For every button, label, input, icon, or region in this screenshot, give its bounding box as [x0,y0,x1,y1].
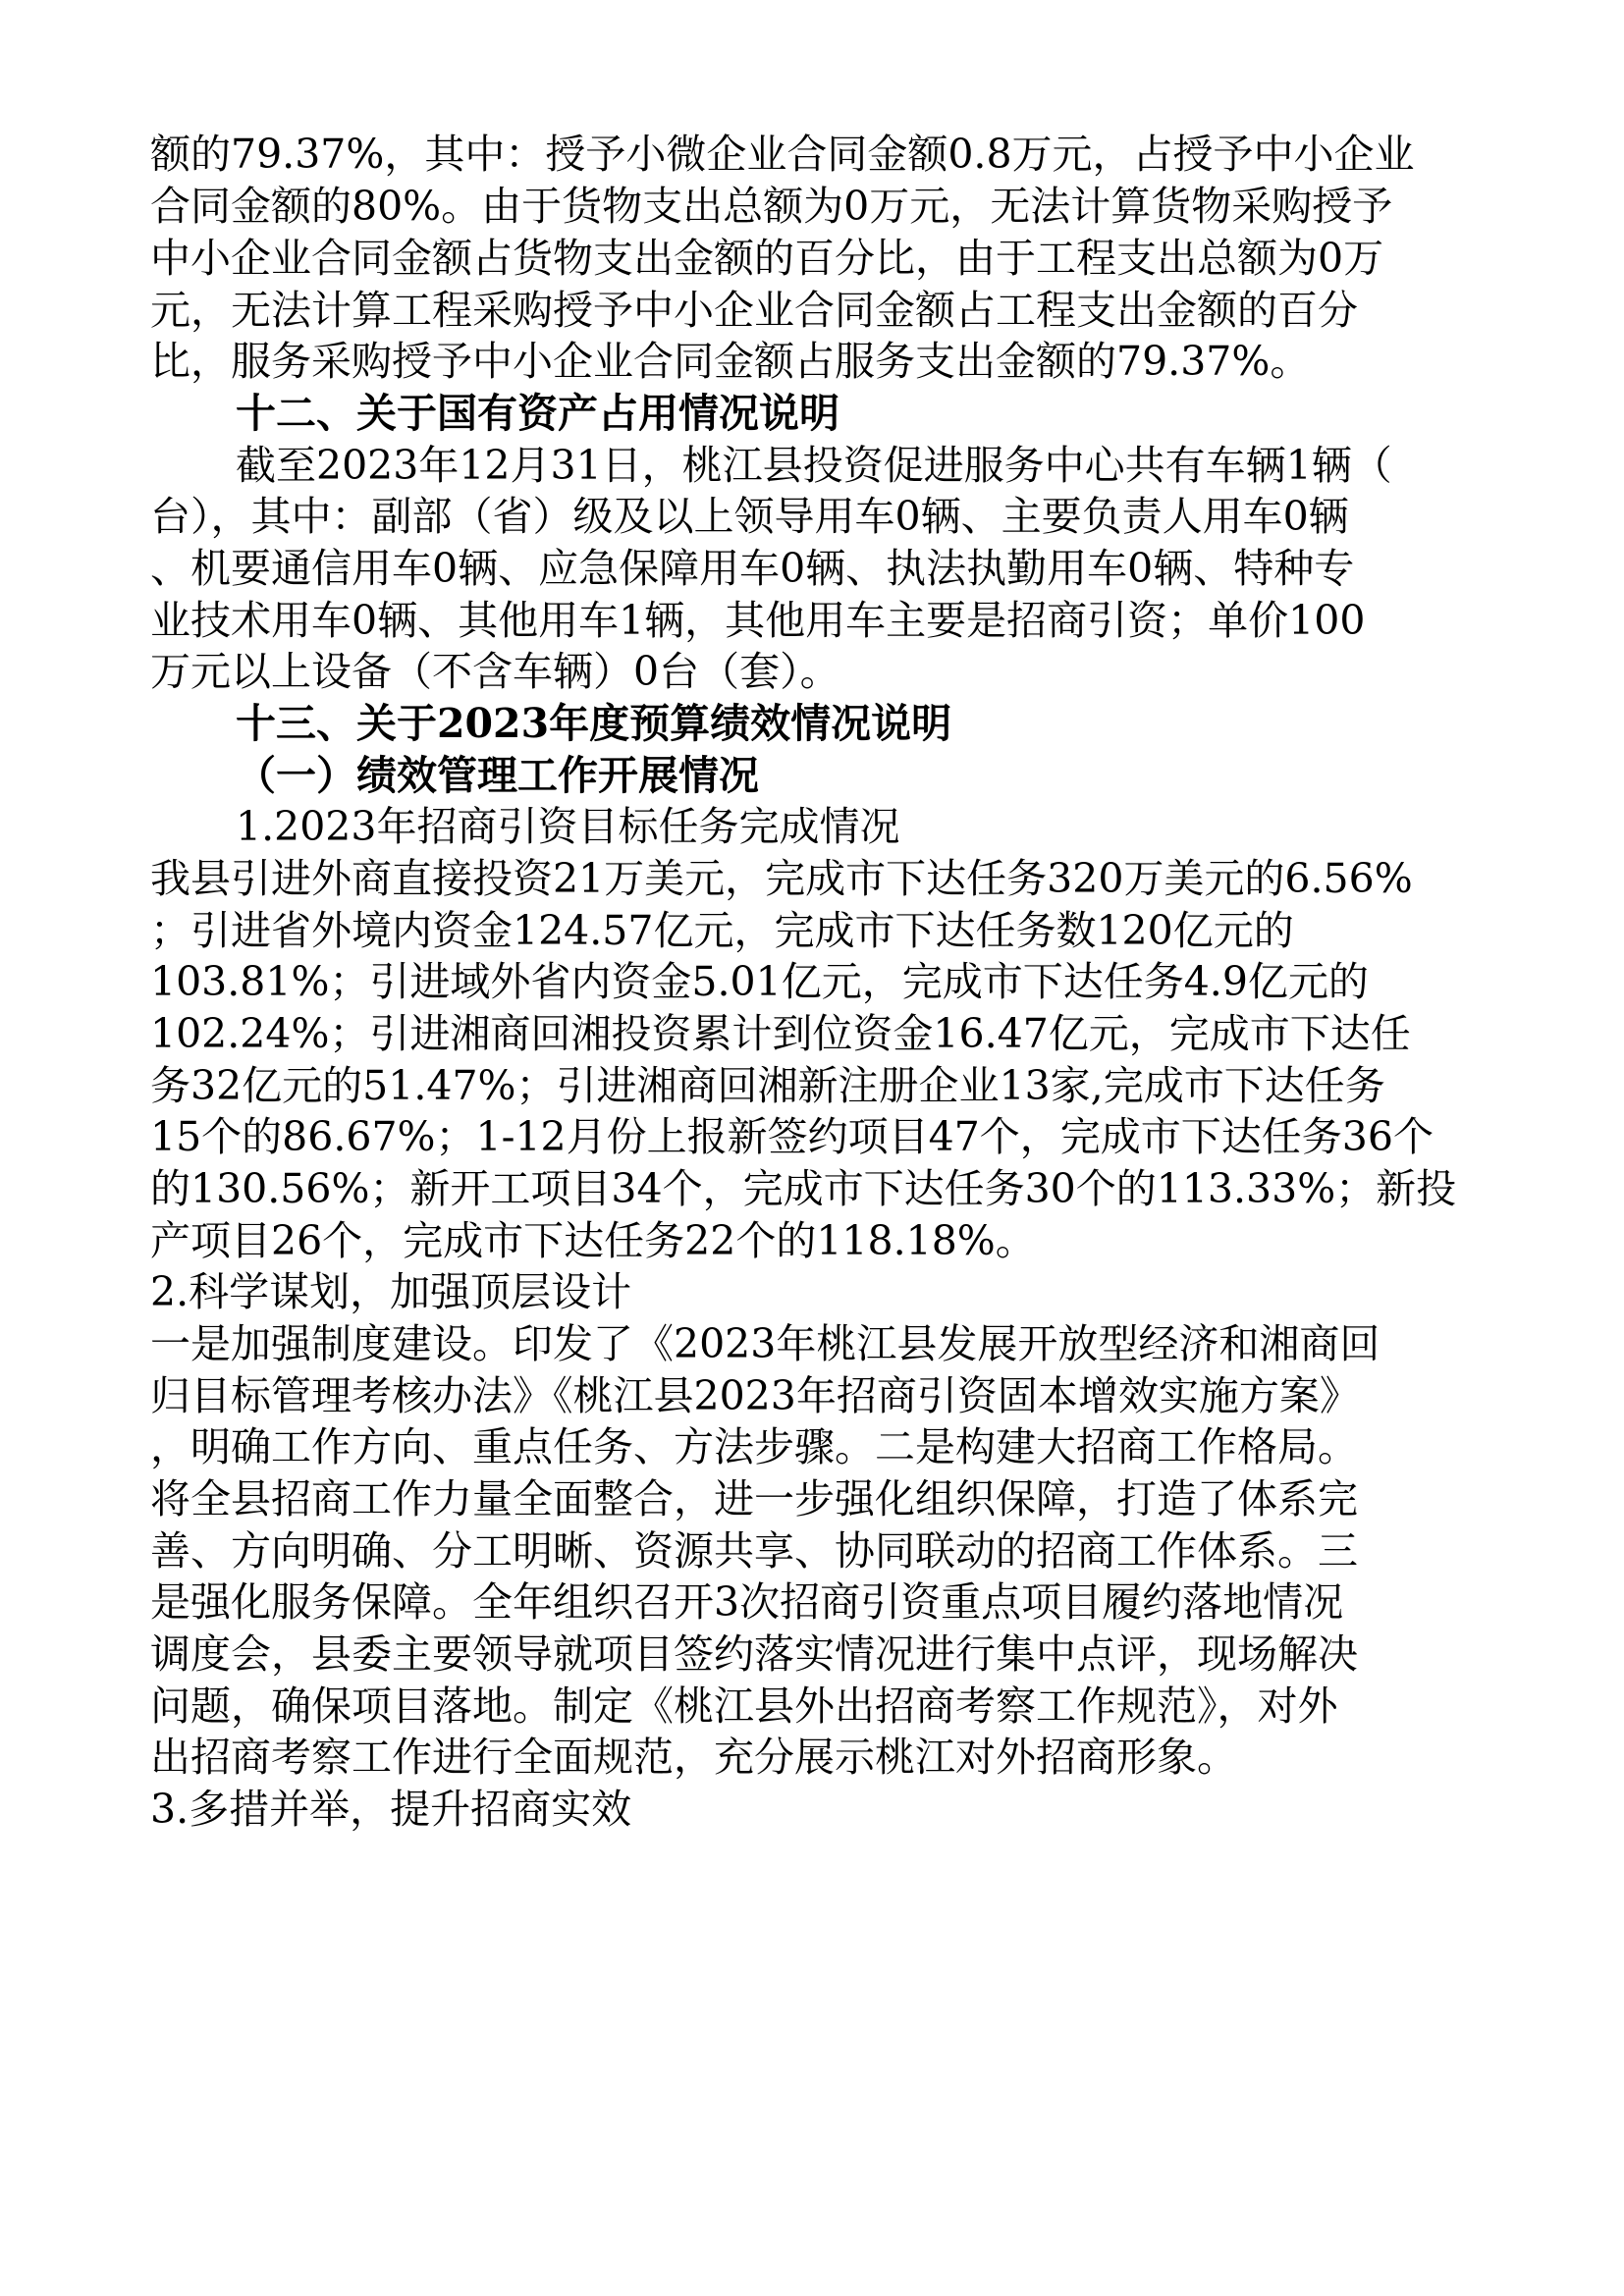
subsection-heading-1: （一）绩效管理工作开展情况 [236,752,759,799]
paragraph-line: 出招商考察工作进行全面规范，充分展示桃江对外招商形象。 [150,1734,1237,1781]
paragraph-line: 调度会，县委主要领导就项目签约落实情况进行集中点评，现场解决 [150,1630,1358,1678]
paragraph-line: 归目标管理考核办法》《桃江县2023年招商引资固本增效实施方案》 [150,1372,1360,1419]
paragraph-line: 一是加强制度建设。印发了《2023年桃江县发展开放型经济和湘商回 [150,1320,1380,1367]
paragraph-line: 元，无法计算工程采购授予中小企业合同金额占工程支出金额的百分 [150,287,1358,334]
paragraph-line: 务32亿元的51.47%；引进湘商回湘新注册企业13家,完成市下达任务 [150,1062,1385,1109]
paragraph-line: 、机要通信用车0辆、应急保障用车0辆、执法执勤用车0辆、特种专 [150,545,1355,592]
paragraph-line: 额的79.37%，其中：授予小微企业合同金额0.8万元，占授予中小企业 [150,131,1415,178]
paragraph-line: 15个的86.67%；1-12月份上报新签约项目47个，完成市下达任务36个 [150,1113,1434,1160]
paragraph-line: 合同金额的80%。由于货物支出总额为0万元，无法计算货物采购授予 [150,183,1393,230]
item-heading-1: 1.2023年招商引资目标任务完成情况 [236,803,900,850]
item-heading-3: 3.多措并举，提升招商实效 [150,1786,632,1833]
section-heading-12: 十二、关于国有资产占用情况说明 [236,390,839,437]
paragraph-line: 中小企业合同金额占货物支出金额的百分比，由于工程支出总额为0万 [150,235,1384,282]
paragraph-line: 问题，确保项目落地。制定《桃江县外出招商考察工作规范》，对外 [150,1682,1338,1730]
paragraph-line: 善、方向明确、分工明晰、资源共享、协同联动的招商工作体系。三 [150,1527,1358,1575]
paragraph-line: 台），其中：副部（省）级及以上领导用车0辆、主要负责人用车0辆 [150,493,1349,540]
section-heading-13: 十三、关于2023年度预算绩效情况说明 [236,700,952,747]
paragraph-line: 的130.56%；新开工项目34个，完成市下达任务30个的113.33%；新投 [150,1165,1457,1212]
paragraph-line: 截至2023年12月31日，桃江县投资促进服务中心共有车辆1辆（ [236,442,1392,489]
paragraph-line: ，明确工作方向、重点任务、方法步骤。二是构建大招商工作格局。 [150,1423,1358,1470]
paragraph-line: 万元以上设备（不含车辆）0台（套）。 [150,648,840,695]
paragraph-line: 产项目26个，完成市下达任务22个的118.18%。 [150,1217,1036,1264]
paragraph-line: 是强化服务保障。全年组织召开3次招商引资重点项目履约落地情况 [150,1578,1344,1626]
paragraph-line: ；引进省外境内资金124.57亿元，完成市下达任务数120亿元的 [150,907,1294,954]
paragraph-line: 将全县招商工作力量全面整合，进一步强化组织保障，打造了体系完 [150,1475,1358,1522]
paragraph-line: 比，服务采购授予中小企业合同金额占服务支出金额的79.37%。 [150,338,1311,385]
paragraph-line: 102.24%；引进湘商回湘投资累计到位资金16.47亿元，完成市下达任 [150,1010,1411,1057]
item-heading-2: 2.科学谋划，加强顶层设计 [150,1268,632,1315]
paragraph-line: 业技术用车0辆、其他用车1辆，其他用车主要是招商引资；单价100 [150,597,1366,644]
paragraph-line: 我县引进外商直接投资21万美元，完成市下达任务320万美元的6.56% [150,855,1413,902]
paragraph-line: 103.81%；引进域外省内资金5.01亿元，完成市下达任务4.9亿元的 [150,958,1369,1005]
